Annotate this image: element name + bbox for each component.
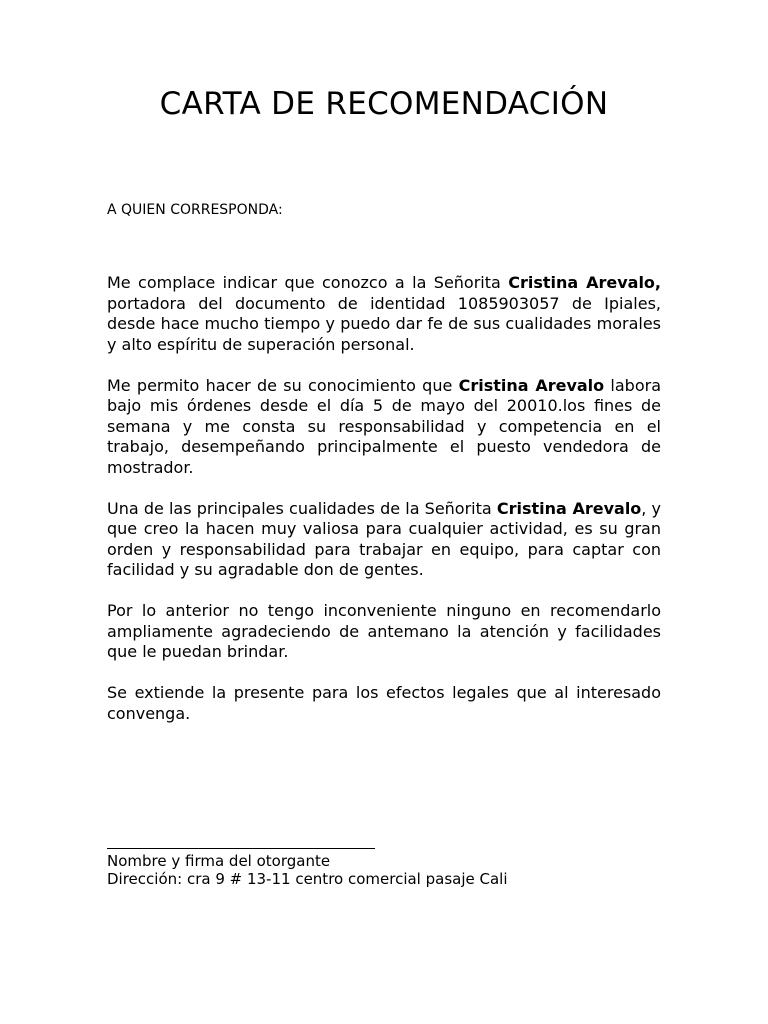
- signature-block: [107, 848, 508, 888]
- paragraph-text: , y que creo la hacen muy valiosa para cualquier actividad, es su gran orden y responsabilidad para trabajar en equipo, para captar con facilidad y su agradable don de gentes.: [107, 498, 662, 579]
- signature-line: [107, 848, 375, 849]
- salutation: A QUIEN CORRESPONDA:: [107, 202, 283, 218]
- candidate-name: Cristina Arevalo: [458, 375, 605, 395]
- paragraph-text: Me permito hacer de su conocimiento que: [107, 375, 459, 395]
- candidate-name: Cristina Arevalo,: [508, 273, 661, 292]
- letter-body: [107, 273, 661, 745]
- signatory-address: Dirección: cra 9 # 13-11 centro comercial pasaje Cali: [107, 870, 508, 888]
- paragraph-introduction: [107, 273, 661, 355]
- paragraph-text: Una de las principales cualidades de la Señorita: [107, 498, 497, 518]
- paragraph-closing: Se extiende la presente para los efectos legales que al interesado convenga.: [107, 683, 661, 723]
- paragraph-qualities: [107, 499, 661, 581]
- signatory-label: Nombre y firma del otorgante: [107, 852, 331, 870]
- paragraph-text: portadora del documento de identidad 1085903057 de Ipiales, desde hace mucho tiempo y puedo dar fe de sus cualidades morales y alto espíritu de superación personal.: [107, 293, 661, 354]
- paragraph-employment: [107, 376, 661, 479]
- paragraph-text: labora bajo mis órdenes desde el día 5 de mayo del 20010.los fines de semana y me consta su responsabilidad y competencia en el trabajo, desempeñando principalmente el puesto vendedora de mostrador.: [107, 375, 662, 477]
- paragraph-recommendation: Por lo anterior no tengo inconveniente ninguno en recomendarlo ampliamente agradeciendo de antemano la atención y facilidades que le puedan brindar.: [107, 601, 661, 661]
- candidate-name: Cristina Arevalo: [496, 498, 642, 518]
- paragraph-text: Me complace indicar que conozco a la Señorita: [107, 273, 509, 292]
- document-title: CARTA DE RECOMENDACIÓN: [159, 86, 609, 122]
